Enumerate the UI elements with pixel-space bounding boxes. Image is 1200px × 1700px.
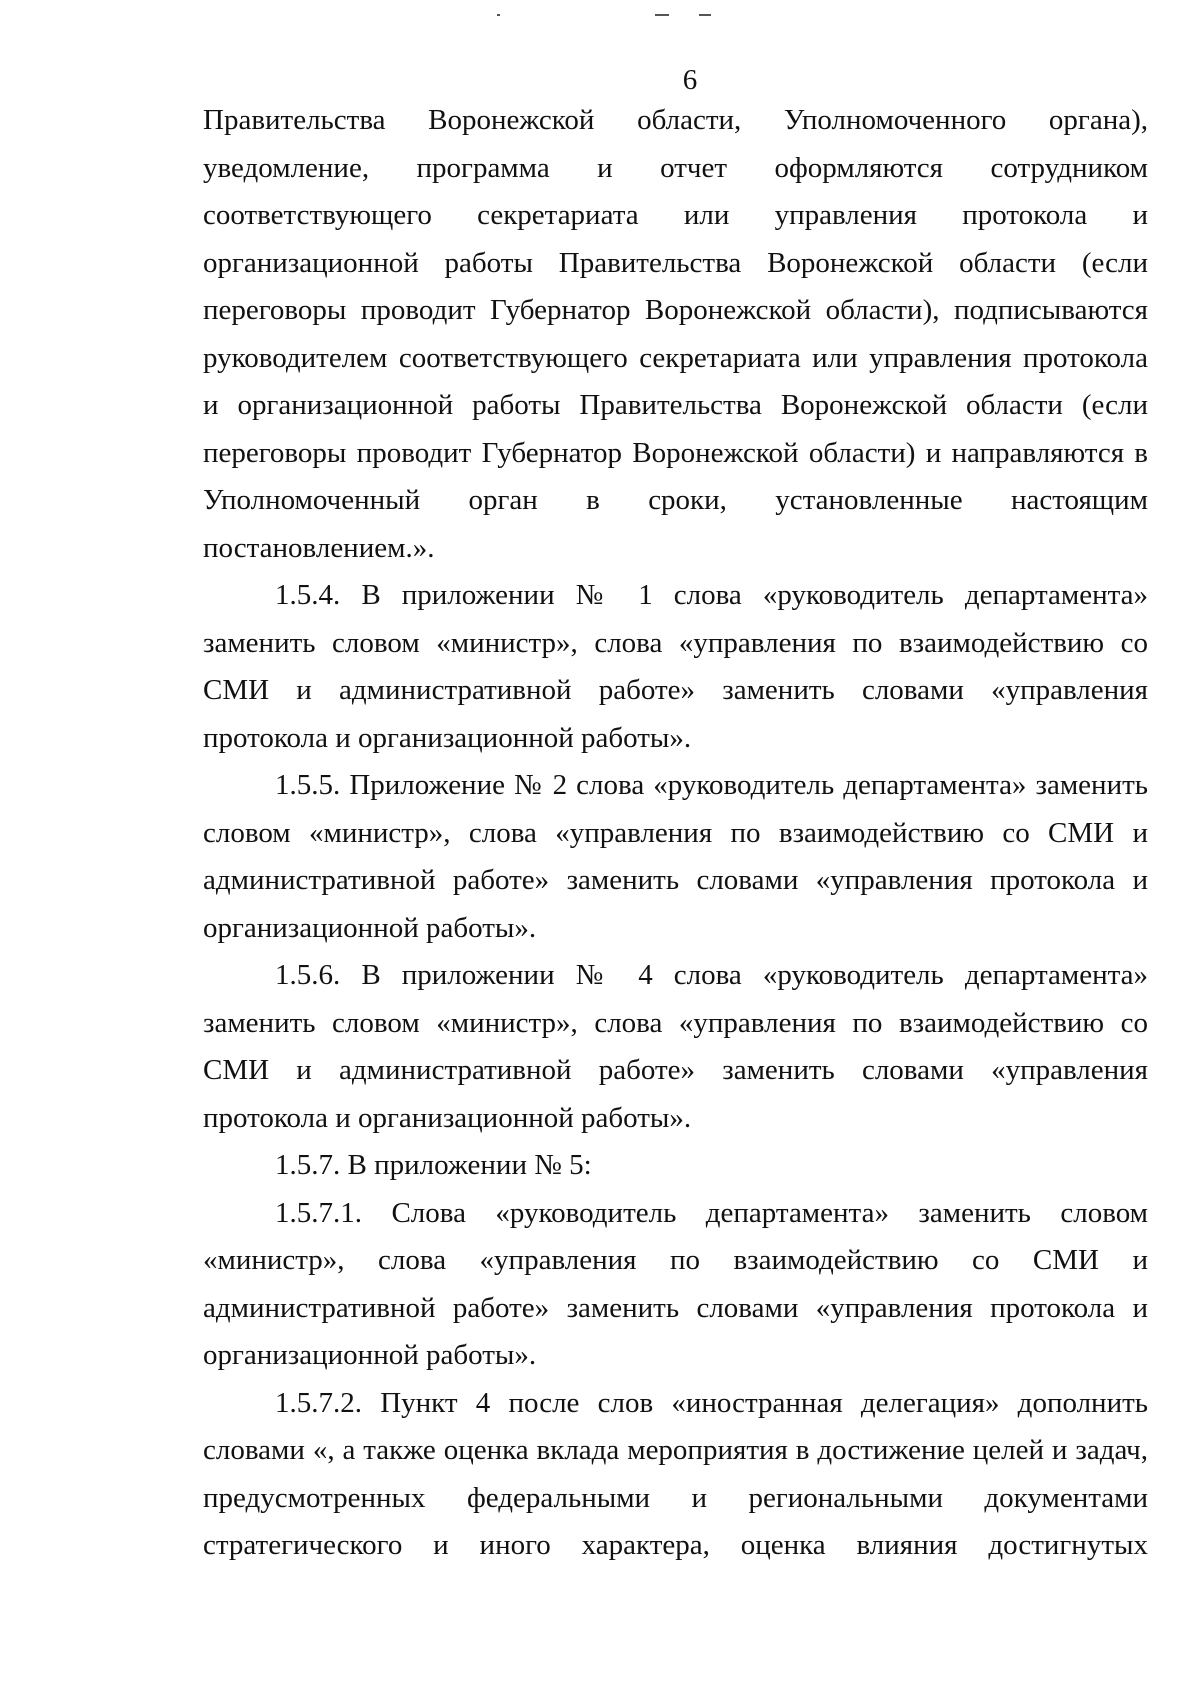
scan-artifact bbox=[655, 14, 669, 16]
paragraph-1-5-4: 1.5.4. В приложении № 1 слова «руководитель департамента» заменить словом «министр», слова «управления по взаимодействию со СМИ и административной работе» заменить словами «управления протокола и организационной работы». bbox=[203, 579, 1148, 754]
scan-artifact bbox=[699, 14, 711, 16]
document-body bbox=[203, 97, 1148, 1570]
paragraph-1-5-5: 1.5.5. Приложение № 2 слова «руководитель департамента» заменить словом «министр», слова «управления по взаимодействию со СМИ и административной работе» заменить словами «управления протокола и организационной работы». bbox=[203, 769, 1148, 944]
page-number: 6 bbox=[682, 64, 698, 96]
paragraph-1-5-6: 1.5.6. В приложении № 4 слова «руководитель департамента» заменить словом «министр», слова «управления по взаимодействию со СМИ и административной работе» заменить словами «управления протокола и организационной работы». bbox=[203, 959, 1148, 1134]
paragraph-1-5-7-2: 1.5.7.2. Пункт 4 после слов «иностранная делегация» дополнить словами «, а также оценка вклада мероприятия в достижение целей и задач, предусмотренных федеральными и региональными документами стратегического и иного характера, оценка влияния достигнутых bbox=[203, 1386, 1148, 1561]
paragraph-1-5-7-1: 1.5.7.1. Слова «руководитель департамента» заменить словом «министр», слова «управления по взаимодействию со СМИ и административной работе» заменить словами «управления протокола и организационной работы». bbox=[203, 1196, 1148, 1371]
paragraph-continuation: Правительства Воронежской области, Уполномоченного органа), уведомление, программа и отчет оформляются сотрудником соответствующего секретариата или управления протокола и организационной работы Правительства Воронежской области (если переговоры проводит Губернатор Воронежской области), подписываются руководителем соответствующего секретариата или управления протокола и организационной работы Правительства Воронежской области (если переговоры проводит Губернатор Воронежской области) и направляются в Уполномоченный орган в сроки, установленные настоящим постановлением.». bbox=[203, 104, 1148, 564]
scan-artifact bbox=[497, 14, 500, 16]
paragraph-1-5-7: 1.5.7. В приложении № 5: bbox=[275, 1149, 592, 1181]
